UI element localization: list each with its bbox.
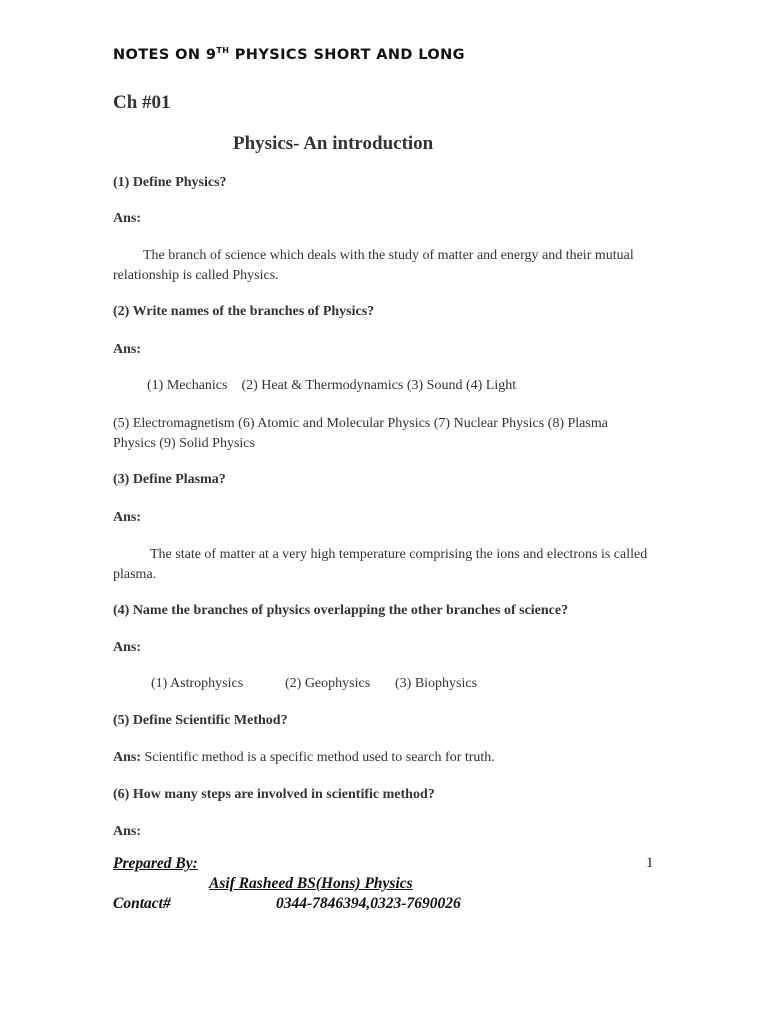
question-3: (3) Define Plasma? — [113, 472, 226, 487]
question-2: (2) Write names of the branches of Physics? — [113, 304, 375, 319]
notes-heading — [113, 47, 465, 63]
answer-3-text: The state of matter at a very high temperature comprising the ions and electrons is called plasma. — [113, 547, 648, 582]
answer-label-6: Ans: — [113, 824, 142, 839]
question-5: (5) Define Scientific Method? — [113, 713, 288, 728]
answer-4-item-3: (3) Biophysics — [395, 676, 478, 691]
answer-4-item-1: (1) Astrophysics — [151, 676, 244, 691]
answer-5-text: Scientific method is a specific method used to search for truth. — [144, 750, 495, 765]
page-number: 1 — [646, 855, 654, 871]
heading-superscript: TH — [216, 46, 230, 56]
answer-label-1: Ans: — [113, 211, 142, 226]
author-name: Asif Rasheed BS(Hons) Physics — [209, 875, 413, 892]
answer-label-2: Ans: — [113, 342, 142, 357]
heading-prefix: NOTES ON 9 — [113, 47, 217, 63]
prepared-by-label: Prepared By: — [113, 855, 198, 872]
answer-label-4: Ans: — [113, 640, 142, 655]
contact-numbers: 0344-7846394,0323-7690026 — [276, 895, 461, 912]
answer-label-3: Ans: — [113, 510, 142, 525]
answer-label-5: Ans: — [113, 750, 142, 765]
answer-5-line — [113, 750, 495, 766]
question-4: (4) Name the branches of physics overlapping the other branches of science? — [113, 603, 569, 618]
answer-1-text: The branch of science which deals with the study of matter and energy and their mutual relationship is called Physics. — [113, 248, 634, 283]
answer-2-line-2: (5) Electromagnetism (6) Atomic and Molecular Physics (7) Nuclear Physics (8) Plasma Physics (9) Solid Physics — [113, 416, 608, 451]
question-6: (6) How many steps are involved in scientific method? — [113, 787, 435, 802]
chapter-title: Physics- An introduction — [233, 133, 434, 154]
answer-4-item-2: (2) Geophysics — [285, 676, 371, 691]
contact-label: Contact# — [113, 895, 171, 912]
question-1: (1) Define Physics? — [113, 175, 227, 190]
chapter-number: Ch #01 — [113, 92, 171, 113]
heading-suffix: PHYSICS SHORT AND LONG — [229, 47, 465, 63]
answer-2-line-1: (1) Mechanics (2) Heat & Thermodynamics (3) Sound (4) Light — [147, 378, 517, 393]
